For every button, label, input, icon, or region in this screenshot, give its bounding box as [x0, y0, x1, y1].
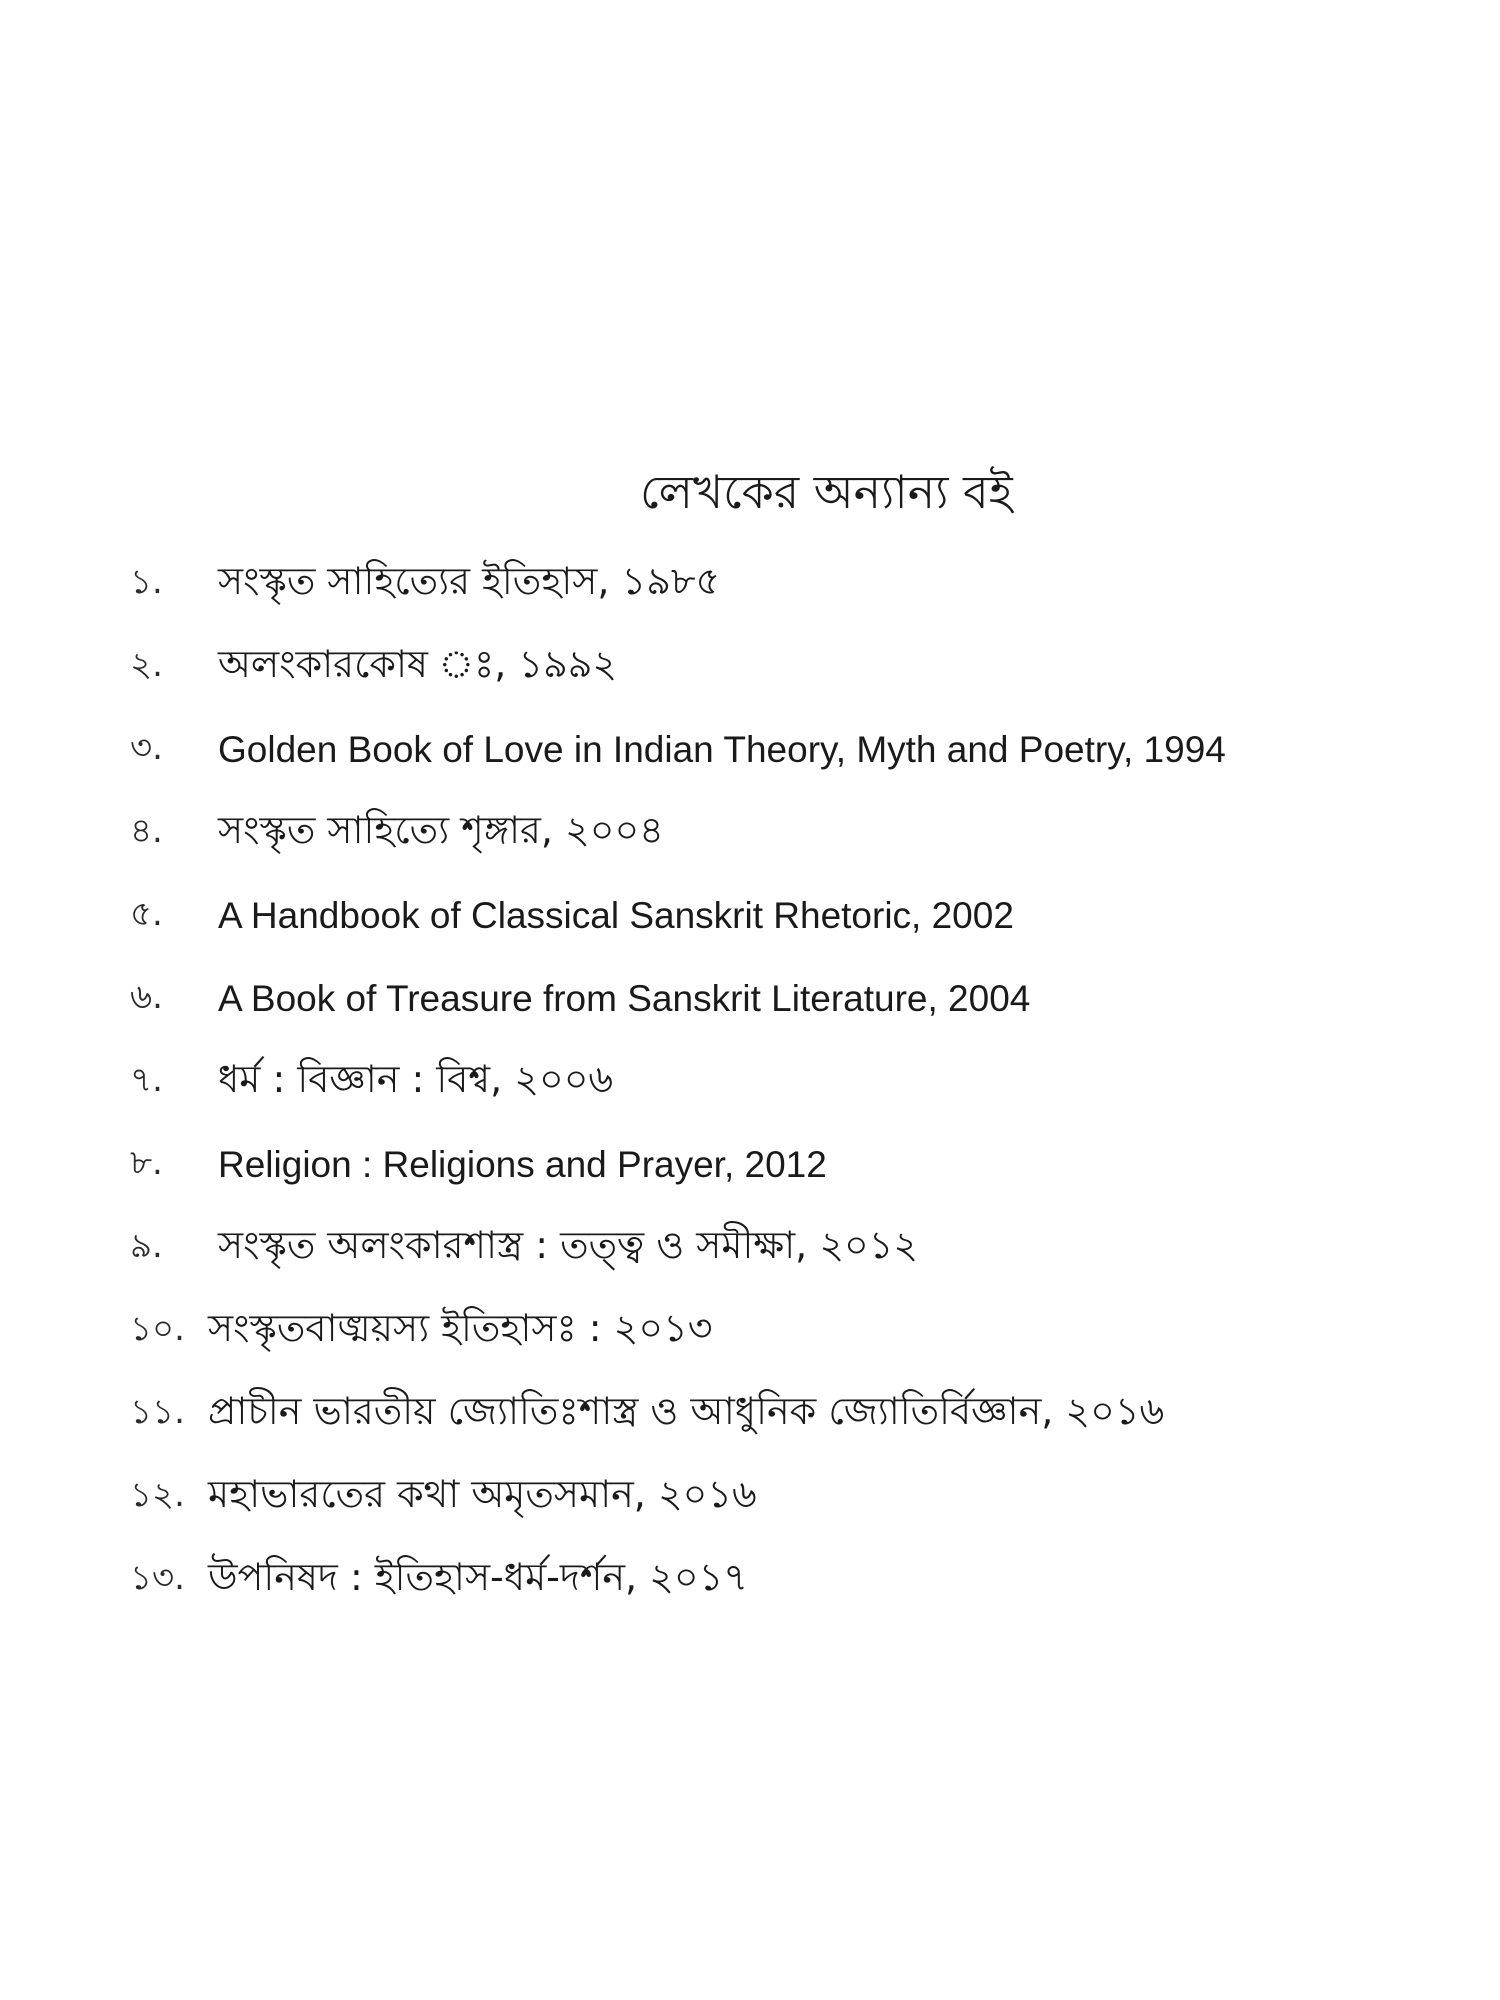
list-item — [130, 1217, 918, 1279]
book-title: A Handbook of Classical Sanskrit Rhetoric, 2002 — [218, 895, 1014, 936]
item-number: ৪. — [130, 810, 163, 851]
item-number: ৬. — [130, 976, 163, 1017]
item-number: ৫. — [130, 893, 163, 934]
list-item — [130, 553, 720, 615]
item-number: ১৩. — [130, 1557, 185, 1598]
list-item — [130, 636, 617, 698]
book-title: ধর্ম : বিজ্ঞান : বিশ্ব, ২০০৬ — [218, 1057, 614, 1101]
list-item — [130, 968, 1030, 1030]
book-title: উপনিষদ : ইতিহাস-ধর্ম-দর্শন, ২০১৭ — [208, 1555, 748, 1599]
list-item — [130, 1383, 1164, 1445]
item-number: ৮. — [130, 1142, 163, 1183]
book-title: Golden Book of Love in Indian Theory, Myth and Poetry, 1994 — [218, 729, 1226, 770]
book-title: Religion : Religions and Prayer, 2012 — [218, 1144, 827, 1185]
item-number: ১. — [130, 561, 163, 602]
item-number: ১২. — [130, 1474, 185, 1515]
list-item — [130, 1300, 712, 1362]
book-title: A Book of Treasure from Sanskrit Literature, 2004 — [218, 978, 1031, 1019]
book-title: সংস্কৃতবাঙ্ময়স্য ইতিহাসঃ : ২০১৩ — [208, 1306, 713, 1350]
item-number: ১০. — [130, 1308, 185, 1349]
item-number: ২. — [130, 644, 163, 685]
book-title: সংস্কৃত সাহিত্যে শৃঙ্গার, ২০০৪ — [218, 808, 664, 852]
list-item — [130, 719, 1226, 781]
item-number: ৩. — [130, 727, 163, 768]
list-item — [130, 1134, 827, 1196]
item-number: ৭. — [130, 1059, 163, 1100]
book-title: প্রাচীন ভারতীয় জ্যোতিঃশাস্ত্র ও আধুনিক জ্যোতির্বিজ্ঞান, ২০১৬ — [208, 1389, 1165, 1433]
item-number: ৯. — [130, 1225, 163, 1266]
book-title: অলংকারকোষ ঃ, ১৯৯২ — [218, 642, 618, 686]
page-title: লেখকের অন্যান্য বই — [640, 465, 1013, 519]
list-item — [130, 885, 1014, 947]
book-title: মহাভারতের কথা অমৃতসমান, ২০১৬ — [208, 1472, 757, 1516]
book-title: সংস্কৃত সাহিত্যের ইতিহাস, ১৯৮৫ — [218, 559, 721, 603]
list-item — [130, 1051, 613, 1113]
book-title: সংস্কৃত অলংকারশাস্ত্র : তত্ত্ব ও সমীক্ষা, ২০১২ — [218, 1223, 919, 1267]
list-item — [130, 802, 664, 864]
list-item — [130, 1466, 757, 1528]
item-number: ১১. — [130, 1391, 185, 1432]
list-item — [130, 1549, 748, 1611]
